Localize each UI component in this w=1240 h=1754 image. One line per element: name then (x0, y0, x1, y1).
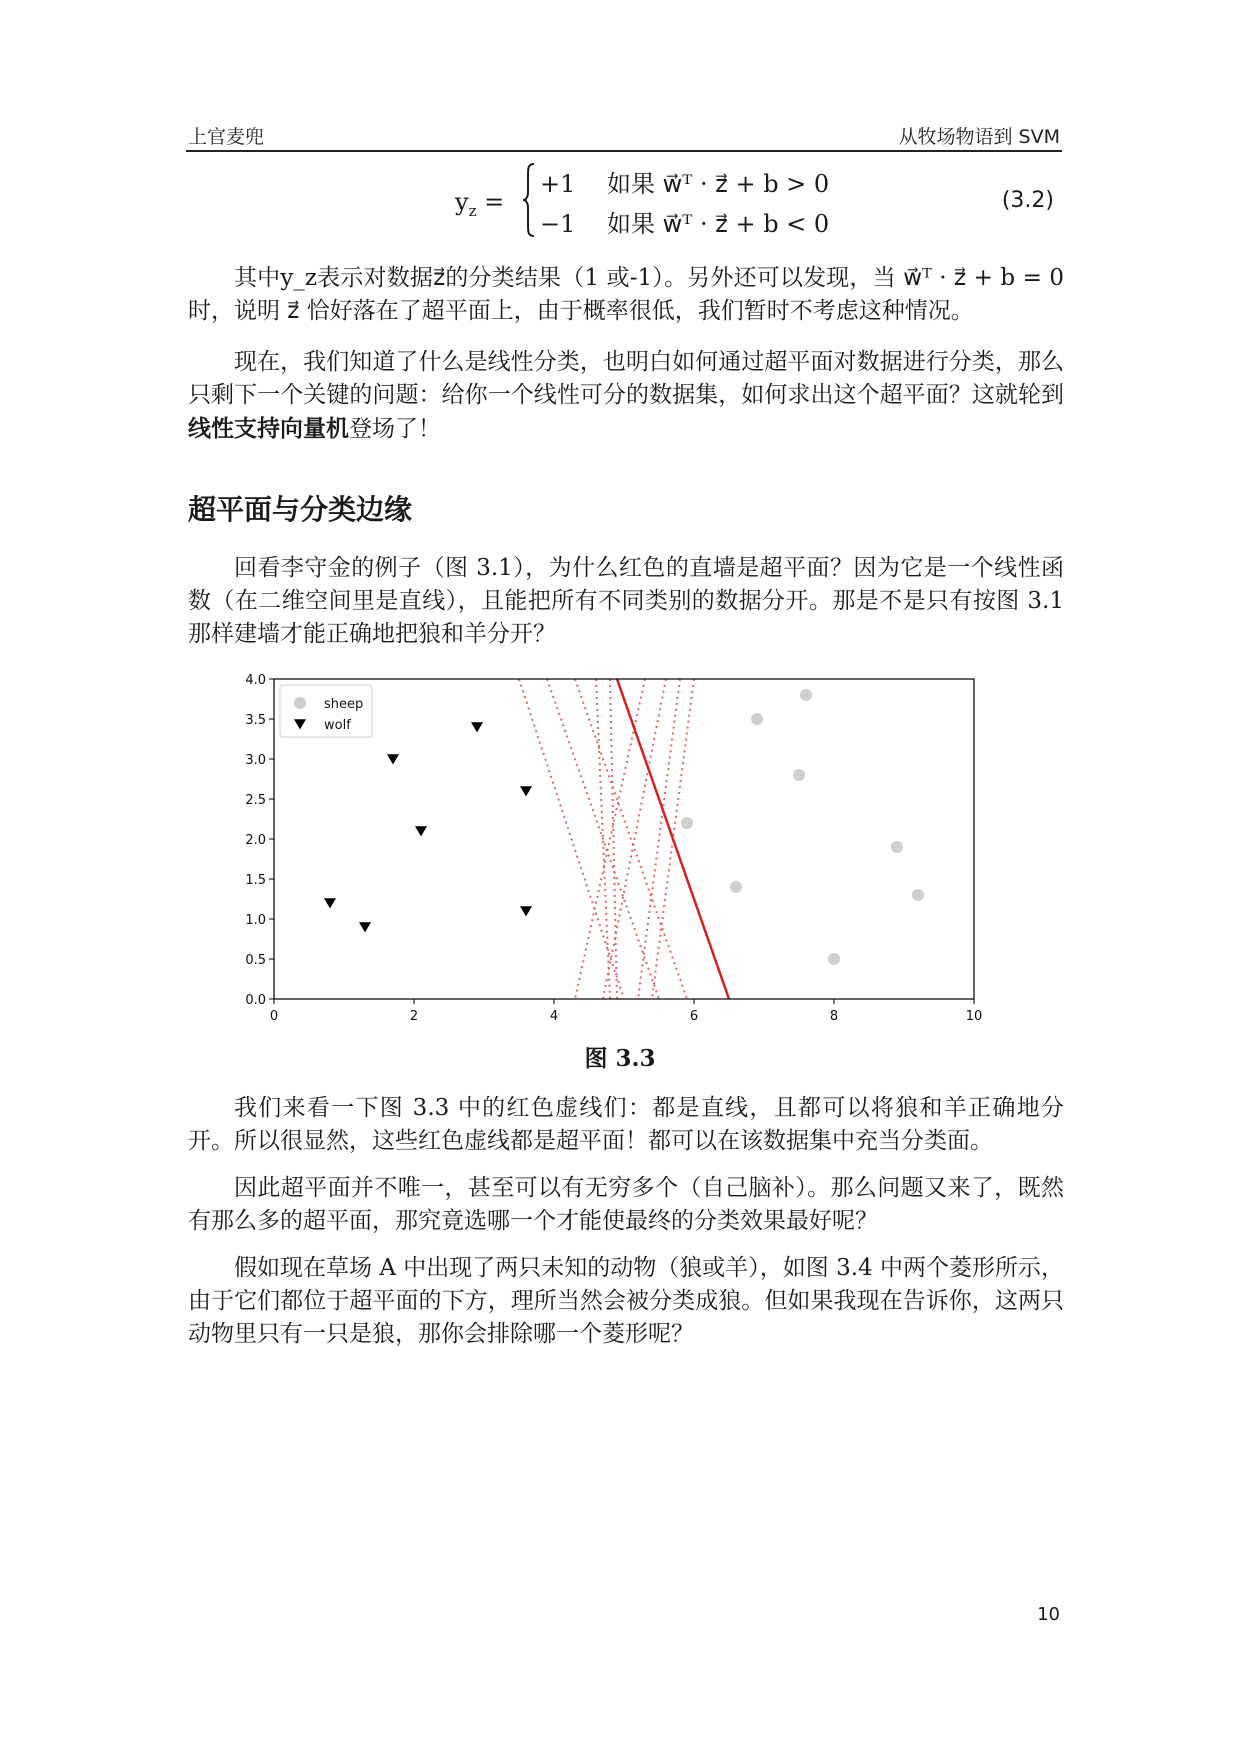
bold-term: 线性支持向量机 (188, 415, 349, 442)
equation-case-positive: +1 如果 w⃗ᵀ · z⃗ + b > 0 (540, 170, 830, 198)
paragraph-linear-svm-intro (188, 346, 1064, 446)
paragraph-hyperplane-question: 回看李守金的例子（图 3.1），为什么红色的直墙是超平面？因为它是一个线性函数（在二维空间里是直线），且能把所有不同类别的数据分开。那是不是只有按图 3.1 那样建墙才能正确地把狼和羊分开？ (188, 555, 1064, 647)
y-tick-label: 4.0 (245, 673, 266, 688)
paragraph-dotted-lines: 我们来看一下图 3.3 中的红色虚线们：都是直线，且都可以将狼和羊正确地分开。所以很显然，这些红色虚线都是超平面！都可以在该数据集中充当分类面。 (188, 1095, 1064, 1154)
paragraph-infinite-hyperplanes: 因此超平面并不唯一，甚至可以有无穷多个（自己脑补）。那么问题又来了，既然有那么多的超平面，那究竟选哪一个才能使最终的分类效果最好呢？ (188, 1175, 1064, 1234)
sheep-point-8 (912, 889, 924, 901)
wolf-point-7 (520, 906, 532, 916)
sheep-point-5 (800, 689, 812, 701)
y-tick-label: 2.0 (245, 833, 266, 848)
y-tick-label: 0.5 (245, 953, 266, 968)
sheep-point-1 (681, 817, 693, 829)
sheep-point-3 (751, 713, 763, 725)
paragraph-unknown-animals: 假如现在草场 A 中出现了两只未知的动物（狼或羊），如图 3.4 中两个菱形所示，由于它们都位于超平面的下方，理所当然会被分类成狼。但如果我现在告诉你，这两只动物里只有一只是狼，那你会排除哪一个菱形呢？ (188, 1255, 1064, 1347)
x-tick-label: 6 (689, 1009, 699, 1024)
dotted-hyperplane-1 (519, 679, 624, 999)
legend-label-wolf: wolf (324, 718, 351, 733)
section-title: 超平面与分类边缘 (188, 493, 413, 526)
y-tick-label: 1.5 (245, 873, 266, 888)
header-book-title: 从牧场物语到 SVM (898, 126, 1060, 148)
figure-caption: 图 3.3 (584, 1045, 656, 1072)
x-tick-label: 8 (829, 1009, 839, 1024)
paragraph-text: 现在，我们知道了什么是线性分类，也明白如何通过超平面对数据进行分类，那么只剩下一个关键的问题：给你一个线性可分的数据集，如何求出这个超平面？这就轮到 (188, 349, 1064, 408)
equation-3-2 (0, 160, 1240, 240)
y-tick-label: 2.5 (245, 793, 266, 808)
legend-label-sheep: sheep (324, 697, 364, 712)
dotted-hyperplane-3 (575, 679, 687, 999)
wolf-point-6 (520, 786, 532, 796)
equation-number: (3.2) (1001, 188, 1054, 213)
paragraph-classification-result: 其中y_z表示对数据z⃗的分类结果（1 或-1）。另外还可以发现，当 w⃗ᵀ · z⃗ + b = 0 时，说明 z⃗ 恰好落在了超平面上，由于概率很低，我们暂时不考虑这种情况。 (188, 265, 1064, 324)
sheep-point-6 (828, 953, 840, 965)
x-tick-label: 10 (965, 1009, 983, 1024)
sheep-point-7 (891, 841, 903, 853)
y-tick-label: 3.5 (245, 713, 266, 728)
wolf-point-4 (415, 826, 427, 836)
x-tick-label: 4 (549, 1009, 559, 1024)
equation-lhs-sub: z (468, 201, 477, 220)
equation-case-negative: −1 如果 w⃗ᵀ · z⃗ + b < 0 (540, 210, 830, 238)
equation-lhs-var: y (455, 188, 469, 216)
paragraph-text: 登场了！ (349, 416, 441, 442)
sheep-point-4 (793, 769, 805, 781)
y-tick-label: 1.0 (245, 913, 266, 928)
wolf-point-3 (387, 754, 399, 764)
plot-frame (274, 679, 974, 999)
wolf-point-2 (359, 922, 371, 932)
sheep-point-2 (730, 881, 742, 893)
figure-3-3-chart (230, 668, 1010, 1038)
wolf-point-5 (471, 722, 483, 732)
page-number: 10 (1037, 1604, 1060, 1625)
y-tick-label: 3.0 (245, 753, 266, 768)
dotted-hyperplane-5 (610, 679, 617, 999)
dotted-hyperplane-2 (547, 679, 659, 999)
x-tick-label: 0 (269, 1009, 279, 1024)
header-rule (186, 150, 1062, 152)
wolf-point-1 (324, 898, 336, 908)
header-author: 上官麦兜 (188, 126, 265, 148)
legend-marker-sheep (294, 697, 306, 709)
x-tick-label: 2 (409, 1009, 419, 1024)
equation-lhs: $y_z$ = (455, 188, 505, 220)
equation-brace (522, 162, 536, 238)
y-tick-label: 0.0 (245, 993, 266, 1008)
